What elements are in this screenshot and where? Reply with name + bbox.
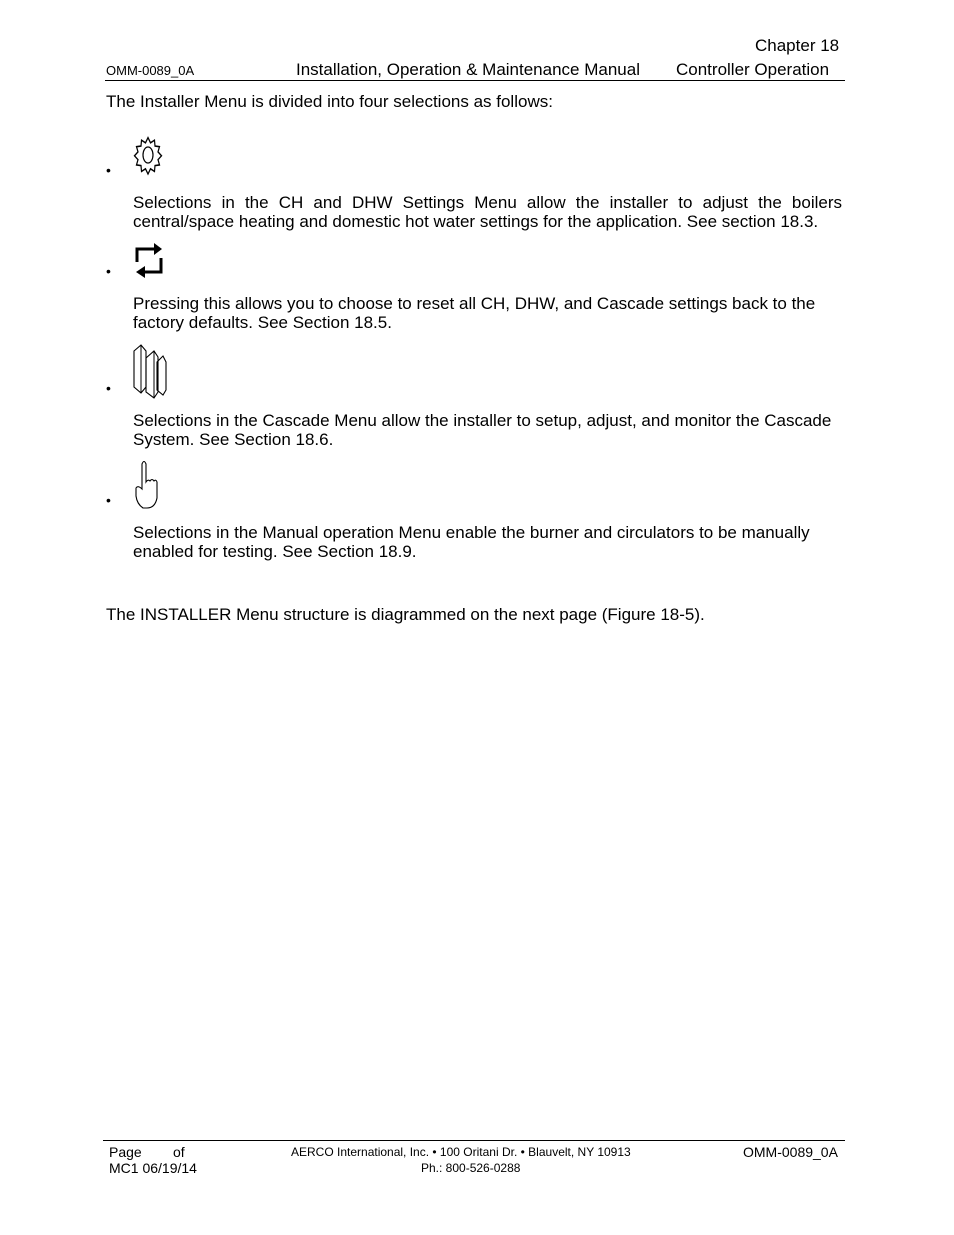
bullet: • [106,162,111,178]
pointing-finger-icon[interactable] [133,458,161,512]
item-text-cascade: Selections in the Cascade Menu allow the installer to setup, adjust, and monitor the Cascade System. See Section 18.6. [133,411,832,449]
header-doc-id: OMM-0089_0A [106,63,195,78]
manual-title: Installation, Operation & Maintenance Manual [296,60,640,79]
footer-phone: Ph.: 800-526-0288 [421,1161,521,1175]
closing-text: The INSTALLER Menu structure is diagrammed on the next page (Figure 18-5). [106,605,705,624]
footer-page-label: Page [109,1144,142,1160]
section-title: Controller Operation [676,60,830,79]
header-rule [105,80,845,81]
footer-doc-id: OMM-0089_0A [743,1144,838,1160]
cascade-boilers-icon[interactable] [131,342,169,400]
item-text-ch-dhw: Selections in the CH and DHW Settings Menu allow the installer to adjust the boilers central/space heating and domestic hot water settings for the application. See section 18.3. [133,193,842,231]
item-text-reset: Pressing this allows you to choose to reset all CH, DHW, and Cascade settings back to the factory defaults. See Section 18.5. [133,294,816,332]
footer-revision: MC1 06/19/14 [109,1160,197,1176]
reset-arrows-icon[interactable] [133,242,165,280]
chapter-label: Chapter 18 [755,36,840,55]
gear-icon[interactable] [133,133,163,177]
footer-company-line: AERCO International, Inc. • 100 Oritani Dr. • Blauvelt, NY 10913 [291,1145,631,1159]
intro-text: The Installer Menu is divided into four selections as follows: [106,92,553,111]
bullet: • [106,492,111,508]
bullet: • [106,263,111,279]
bullet: • [106,380,111,396]
footer-rule [103,1140,845,1141]
footer-of-label: of [173,1144,185,1160]
item-text-manual: Selections in the Manual operation Menu enable the burner and circulators to be manually enabled for testing. See Section 18.9. [133,523,810,561]
